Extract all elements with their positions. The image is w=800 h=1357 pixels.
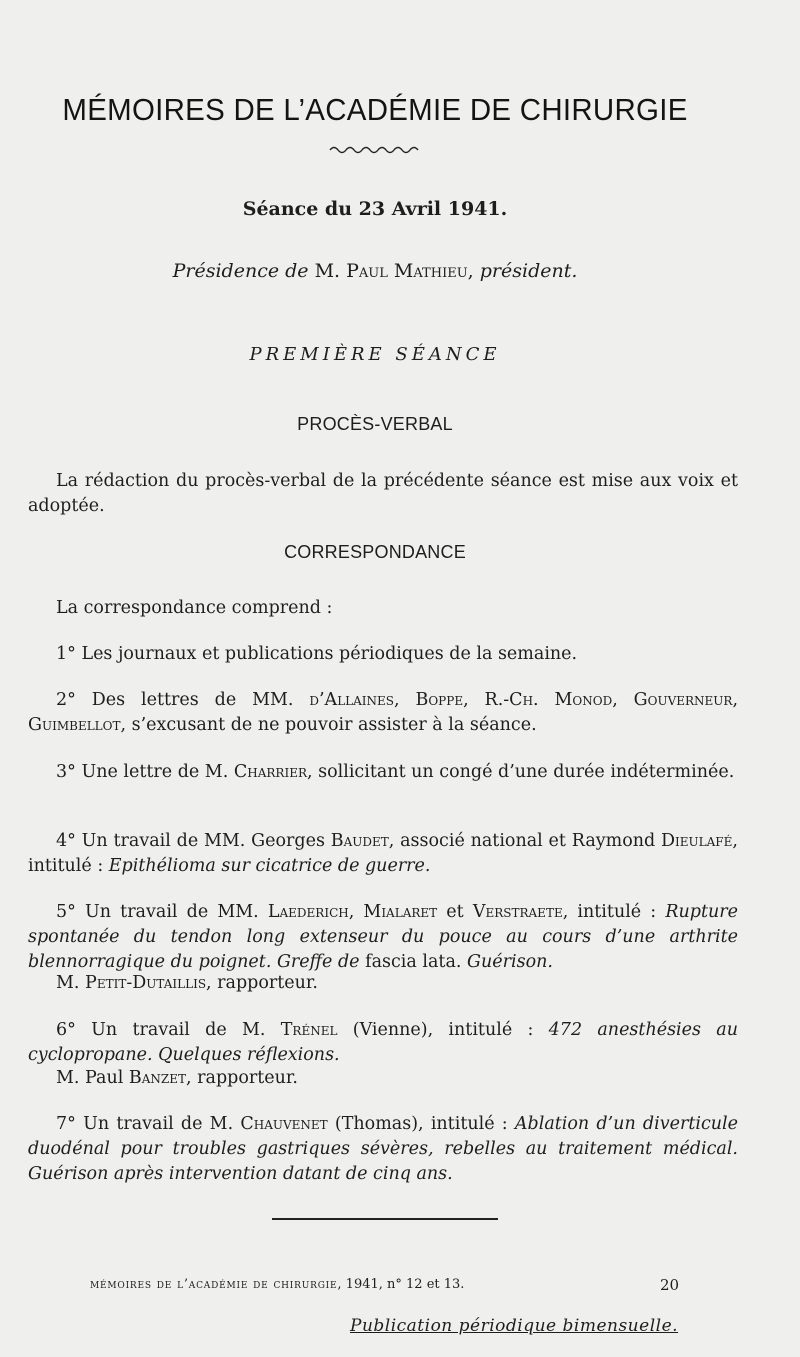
item-5-rap-m: M. [56, 973, 86, 993]
presidence-m: M. [314, 260, 347, 282]
item-5-fascia: fascia lata. [359, 952, 468, 972]
item-5-title: Rupture spontanée du tendon long extenseur du pouce au cours d’une arthrite blennorragique du poignet. Greffe de [28, 902, 739, 972]
page-number: 20 [660, 1276, 680, 1294]
item-4-intitule: , intitulé : [28, 831, 738, 876]
item-5-intro: 5° Un travail de MM. [56, 902, 268, 922]
item-5-rap-role: , rapporteur. [206, 973, 318, 993]
item-6-rap-name: Banzet [128, 1068, 187, 1088]
item-2-intro: 2° Des lettres de MM. [56, 690, 310, 710]
item-3-intro: 3° Une lettre de M. [56, 762, 234, 782]
item-6-rapporteur [28, 1066, 738, 1091]
item-4-name-1: Baudet [330, 831, 389, 851]
presidence-de: de [279, 260, 315, 282]
presidence-line [0, 260, 750, 282]
item-5-et: et [437, 902, 473, 922]
item-5-names: Laederich, Mialaret [267, 902, 438, 922]
ornament-squiggle [328, 144, 420, 156]
item-6-name: Trénel [280, 1020, 338, 1040]
item-3-rest: , sollicitant un congé d’une durée indéterminée. [307, 762, 735, 782]
item-4-name-2: Dieulafé [661, 831, 733, 851]
correspondance-item-7 [28, 1112, 738, 1187]
president-name: Paul Mathieu [346, 260, 468, 282]
item-7-intro: 7° Un travail de M. [56, 1114, 241, 1134]
item-3-name: Charrier [233, 762, 307, 782]
item-6-rap-m: M. Paul [56, 1068, 129, 1088]
corr-intro-text: La correspondance comprend : [56, 598, 333, 618]
item-1-text: 1° Les journaux et publications périodiques de la semaine. [56, 644, 578, 664]
item-5-rap-name: Petit-Dutaillis [85, 973, 207, 993]
presidence-comma: , [467, 260, 480, 282]
item-7-intitule: (Thomas), intitulé : [327, 1114, 515, 1134]
item-6-intitule: (Vienne), intitulé : [337, 1020, 549, 1040]
premiere-seance-heading: PREMIÈRE SÉANCE [249, 344, 501, 365]
item-5-rapporteur [28, 971, 738, 996]
item-4-intro: 4° Un travail de MM. Georges [56, 831, 331, 851]
presidence-word: Présidence [172, 260, 280, 282]
item-6-rap-role: , rapporteur. [186, 1068, 298, 1088]
item-6-intro: 6° Un travail de M. [56, 1020, 281, 1040]
item-5-name-3: Verstraete [472, 902, 563, 922]
correspondance-item-5 [28, 900, 738, 975]
correspondance-item-4 [28, 829, 738, 879]
pv-text: La rédaction du procès-verbal de la précédente séance est mise aux voix et adoptée. [28, 471, 738, 516]
proces-verbal-heading: PROCÈS-VERBAL [297, 414, 453, 434]
item-5-intitule: , intitulé : [562, 902, 666, 922]
item-4-title: Epithélioma sur cicatrice de guerre. [108, 856, 431, 876]
item-7-name: Chauvenet [240, 1114, 328, 1134]
president-title: président. [479, 260, 578, 282]
item-2-rest: , s’excusant de ne pouvoir assister à la séance. [120, 715, 537, 735]
item-4-middle: , associé national et Raymond [388, 831, 662, 851]
correspondance-intro [28, 596, 738, 621]
footer-citation [90, 1277, 690, 1292]
footer-journal: mémoires de l’académie de chirurgie [90, 1277, 338, 1292]
correspondance-item-2 [28, 688, 738, 738]
item-7-title: Ablation d’un diverticule duodénal pour troubles gastriques sévères, rebelles au traitement médical. Guérison après intervention datant de cinq ans. [28, 1114, 738, 1184]
correspondance-item-3 [28, 760, 738, 785]
seance-date: Séance du 23 Avril 1941. [242, 198, 508, 220]
correspondance-item-1 [28, 642, 738, 667]
journal-title: MÉMOIRES DE L’ACADÉMIE DE CHIRURGIE [62, 92, 688, 127]
correspondance-heading: CORRESPONDANCE [284, 542, 466, 562]
publication-note: Publication périodique bimensuelle. [350, 1316, 679, 1336]
item-6-title: 472 anesthésies au cyclopropane. Quelques réflexions. [28, 1020, 738, 1065]
footer-separator [272, 1218, 498, 1220]
proces-verbal-text [28, 469, 738, 519]
footer-info: , 1941, n° 12 et 13. [337, 1277, 465, 1292]
item-2-names: d’Allaines, Boppe, R.-Ch. Monod, Gouverneur, Guimbellot [28, 690, 739, 735]
correspondance-item-6 [28, 1018, 738, 1068]
item-5-guerison: Guérison. [467, 952, 553, 972]
